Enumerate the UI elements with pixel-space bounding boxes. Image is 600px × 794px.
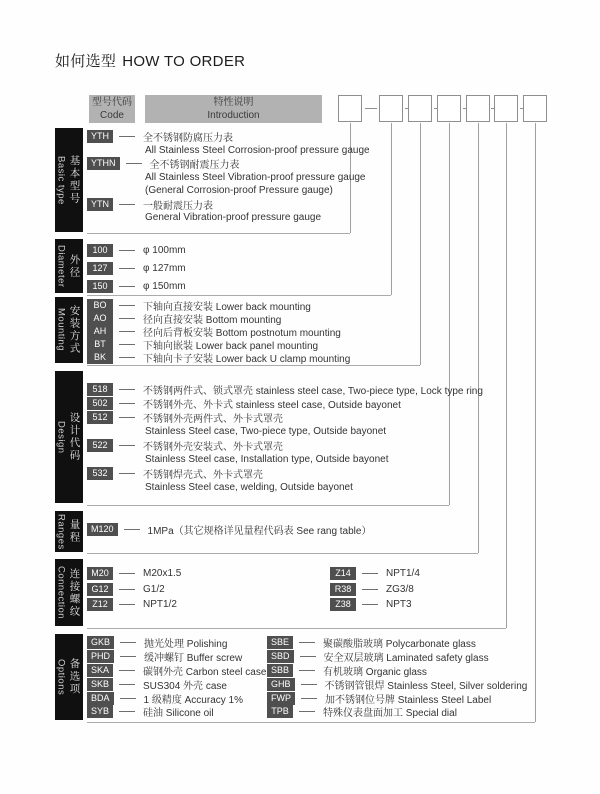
box-connector-dot	[491, 108, 494, 109]
code-dash	[119, 357, 135, 358]
code-chip: M120	[87, 523, 118, 536]
description: 不锈钢焊壳式、外卡式罩壳	[143, 469, 263, 481]
code-dash	[119, 417, 135, 418]
section-rows-mounting	[87, 299, 350, 364]
code-chip: 518	[87, 383, 113, 396]
spec-row-BK	[87, 351, 350, 364]
code-chip: Z14	[330, 567, 356, 580]
label-zh: 基本型号	[68, 155, 81, 205]
code-dash	[300, 656, 316, 657]
section-label-diameter	[55, 239, 83, 293]
code-dash	[119, 344, 135, 345]
code-dash	[119, 589, 135, 590]
description: 1 级精度 Accuracy 1%	[143, 694, 243, 706]
divider-diameter	[87, 295, 391, 296]
code-chip: TPB	[267, 705, 293, 718]
code-chip: FWP	[267, 692, 295, 705]
header-intro-en: Introduction	[207, 110, 260, 121]
section-rows-design	[87, 382, 483, 494]
box-connector-dot	[463, 108, 466, 109]
description: SUS304 外壳 case	[143, 680, 227, 692]
divider-connection	[87, 628, 506, 629]
description: 安全双层玻璃 Laminated safety glass	[323, 653, 489, 665]
code-chip: PHD	[87, 650, 114, 663]
label-zh: 连接螺纹	[68, 567, 81, 618]
box-connector-dot	[434, 108, 437, 109]
spec-row-FWP	[267, 691, 527, 705]
label-en: Basic type	[55, 155, 67, 205]
spec-row-512	[87, 410, 483, 438]
description-continuation: Stainless Steel case, Two-piece type, Outside bayonet	[145, 425, 387, 437]
label-en: Connection	[55, 565, 67, 620]
label-zh: 外径	[68, 253, 81, 279]
spec-row-M120	[87, 522, 371, 536]
spec-row-YTHN	[87, 157, 370, 198]
code-dash	[120, 642, 136, 643]
label-en: Options	[55, 658, 67, 696]
code-chip: SKA	[87, 664, 113, 677]
description-continuation: All Stainless Steel Corrosion-proof pressure gauge	[145, 144, 370, 156]
label-en: Design	[55, 420, 67, 454]
description: 不锈钢外壳两件式、外卡式罩壳	[143, 413, 283, 425]
code-dash	[119, 473, 135, 474]
code-dash	[119, 331, 135, 332]
header-code-en: Code	[100, 110, 124, 121]
spec-row-100	[87, 241, 186, 259]
spec-row-SYB	[87, 705, 266, 719]
page-title	[55, 50, 245, 71]
code-dash	[119, 573, 135, 574]
code-dash	[119, 389, 135, 390]
divider-basic-type	[87, 233, 350, 234]
code-dash	[119, 204, 135, 205]
label-en: Diameter	[55, 244, 67, 288]
spec-row-SKA	[87, 664, 266, 678]
code-dash	[119, 604, 135, 605]
code-dash	[362, 573, 378, 574]
section-label-design	[55, 371, 83, 503]
code-chip: GKB	[87, 636, 114, 649]
order-code-box-7	[523, 95, 547, 122]
description: 一般耐震压力表	[143, 200, 213, 212]
code-chip: BO	[87, 299, 113, 312]
code-chip: 512	[87, 411, 113, 424]
code-dash	[124, 529, 140, 530]
section-label-connection	[55, 559, 83, 626]
box-connector-dot	[520, 108, 523, 109]
code-dash	[119, 711, 135, 712]
description-continuation: (General Corrosion-proof Pressure gauge)	[145, 185, 333, 197]
code-dash	[120, 698, 136, 699]
section-rows-ranges	[87, 522, 371, 536]
description: 下轴向卡子安装 Lower back U clamp mounting	[143, 354, 351, 365]
order-code-box-4	[437, 95, 461, 122]
code-dash	[119, 670, 135, 671]
code-dash	[119, 403, 135, 404]
code-chip: BK	[87, 351, 113, 364]
label-zh: 备选项	[68, 658, 81, 696]
code-chip: SKB	[87, 678, 113, 691]
description: 径向直接安装 Bottom mounting	[143, 315, 282, 326]
code-chip: Z12	[87, 598, 113, 611]
code-chip: R38	[330, 583, 356, 596]
connector-line-connection	[506, 123, 507, 628]
code-chip: M20	[87, 567, 113, 580]
code-chip: 100	[87, 244, 113, 257]
code-chip: SBD	[267, 650, 294, 663]
header-intro-zh: 特性说明	[213, 97, 254, 108]
section-rows-options	[87, 636, 266, 719]
description-continuation: All Stainless Steel Vibration-proof pressure gauge	[145, 171, 366, 183]
code-chip: AH	[87, 325, 113, 338]
section-rows-basic-type	[87, 130, 370, 225]
code-dash	[120, 656, 136, 657]
code-dash	[301, 684, 317, 685]
code-dash	[126, 163, 142, 164]
code-dash	[362, 604, 378, 605]
section-label-options	[55, 634, 83, 720]
description: G1/2	[143, 583, 165, 595]
order-code-box-1	[338, 95, 362, 122]
spec-row-PHD	[87, 650, 266, 664]
order-code-box-2	[379, 95, 403, 122]
code-dash	[299, 670, 315, 671]
code-chip: 522	[87, 439, 113, 452]
header-code-box	[89, 95, 135, 123]
spec-row-522	[87, 438, 483, 466]
section-rows-connection-col2	[330, 566, 420, 613]
section-label-basic-type	[55, 128, 83, 232]
description: 抛光处理 Polishing	[144, 639, 228, 651]
description: 碳钢外壳 Carbon steel case	[143, 667, 267, 678]
spec-row-R38	[330, 582, 420, 598]
header-introduction-box	[145, 95, 322, 123]
code-chip: GHB	[267, 678, 295, 691]
code-dash	[299, 711, 315, 712]
code-chip: 127	[87, 262, 113, 275]
connector-line-diameter	[391, 123, 392, 295]
page-title-en: HOW TO ORDER	[122, 53, 246, 70]
spec-row-Z38	[330, 597, 420, 613]
divider-ranges	[87, 553, 478, 554]
code-chip: BT	[87, 338, 113, 351]
section-label-ranges	[55, 511, 83, 552]
spec-row-GHB	[267, 677, 527, 691]
description: M20x1.5	[143, 568, 182, 580]
spec-row-BDA	[87, 691, 266, 705]
spec-row-M20	[87, 566, 181, 582]
code-dash	[119, 250, 135, 251]
code-chip: YTN	[87, 198, 113, 211]
label-en: Ranges	[55, 513, 67, 550]
spec-row-Z12	[87, 597, 181, 613]
spec-row-YTN	[87, 198, 370, 225]
order-code-box-6	[494, 95, 518, 122]
page-title-zh: 如何选型	[55, 53, 117, 70]
divider-mounting	[87, 365, 420, 366]
description: 加不锈钢位号牌 Stainless Steel Label	[325, 694, 492, 706]
description: 硅油 Silicone oil	[143, 708, 214, 720]
spec-row-532	[87, 466, 483, 494]
description: 下轴向直接安装 Lower back mounting	[143, 302, 311, 313]
code-chip: 502	[87, 397, 113, 410]
spec-row-G12	[87, 582, 181, 598]
code-chip: SYB	[87, 705, 113, 718]
spec-row-SBE	[267, 636, 527, 650]
spec-row-127	[87, 259, 186, 277]
description-continuation: Stainless Steel case, welding, Outside bayonet	[145, 481, 353, 493]
connector-line-mounting	[420, 123, 421, 365]
code-chip: YTHN	[87, 157, 120, 170]
label-en: Mounting	[55, 308, 67, 352]
description: 有机玻璃 Organic glass	[323, 667, 427, 678]
code-chip: YTH	[87, 130, 113, 143]
code-chip: Z38	[330, 598, 356, 611]
description: φ 127mm	[143, 262, 186, 274]
description: 下轴向嵌装 Lower back panel mounting	[143, 341, 319, 352]
divider-options	[87, 722, 535, 723]
description: 聚碳酸脂玻璃 Polycarbonate glass	[323, 639, 476, 651]
description: NPT3	[386, 599, 412, 611]
order-code-box-5	[466, 95, 490, 122]
description: NPT1/4	[386, 568, 420, 580]
code-chip: AO	[87, 312, 113, 325]
description: 特殊仪表盘面加工 Special dial	[323, 708, 457, 720]
header-code-zh: 型号代码	[92, 97, 132, 108]
divider-design	[87, 505, 449, 506]
description: 1MPa（其它规格详见量程代码表 See rang table）	[147, 525, 372, 537]
code-dash	[301, 698, 317, 699]
code-chip: BDA	[87, 692, 114, 705]
description: 缓冲螺钉 Buffer screw	[144, 653, 243, 665]
code-chip: SBE	[267, 636, 293, 649]
code-dash	[119, 286, 135, 287]
spec-row-YTH	[87, 130, 370, 157]
spec-row-TPB	[267, 705, 527, 719]
spec-row-SBD	[267, 650, 527, 664]
description: φ 150mm	[143, 280, 186, 292]
spec-row-SKB	[87, 677, 266, 691]
description: 不锈钢外壳、外卡式 stainless steel case, Outside bayonet	[143, 399, 401, 411]
description: φ 100mm	[143, 244, 186, 256]
order-code-box-3	[408, 95, 432, 122]
code-chip: G12	[87, 583, 113, 596]
description: 不锈钢两件式、锁式罩壳 stainless steel case, Two-piece type, Lock type ring	[143, 385, 483, 397]
description-continuation: General Vibration-proof pressure gauge	[145, 212, 322, 224]
spec-row-502	[87, 396, 483, 410]
code-dash	[119, 136, 135, 137]
code-dash	[119, 684, 135, 685]
spec-row-SBB	[267, 664, 527, 678]
code-dash	[119, 305, 135, 306]
code-chip: SBB	[267, 664, 293, 677]
section-rows-options-col2	[267, 636, 527, 719]
label-zh: 量程	[68, 519, 81, 544]
box-connector-dash	[365, 108, 377, 109]
code-dash	[362, 589, 378, 590]
code-dash	[119, 445, 135, 446]
spec-row-518	[87, 382, 483, 396]
description: 不锈钢管银焊 Stainless Steel, Silver soldering	[324, 680, 528, 692]
connector-line-options	[535, 123, 536, 722]
description: 全不锈钢耐震压力表	[149, 160, 240, 172]
description-continuation: Stainless Steel case, Installation type, Outside bayonet	[145, 453, 389, 465]
description: 径向后背板安装 Bottom postnotum mounting	[143, 328, 341, 339]
section-rows-connection	[87, 566, 181, 613]
spec-row-150	[87, 277, 186, 295]
description: 全不锈钢防腐压力表	[143, 133, 233, 145]
section-rows-diameter	[87, 241, 186, 295]
description: NPT1/2	[143, 599, 177, 611]
code-chip: 532	[87, 467, 113, 480]
label-zh: 设计代码	[68, 412, 81, 462]
section-label-mounting	[55, 297, 83, 363]
spec-row-GKB	[87, 636, 266, 650]
description: ZG3/8	[386, 583, 414, 595]
description: 不锈钢外壳安装式、外卡式罩壳	[143, 441, 283, 453]
label-zh: 安装方式	[68, 305, 81, 355]
box-connector-dot	[405, 108, 408, 109]
code-dash	[119, 268, 135, 269]
code-dash	[299, 642, 315, 643]
code-chip: 150	[87, 280, 113, 293]
spec-row-Z14	[330, 566, 420, 582]
code-dash	[119, 318, 135, 319]
